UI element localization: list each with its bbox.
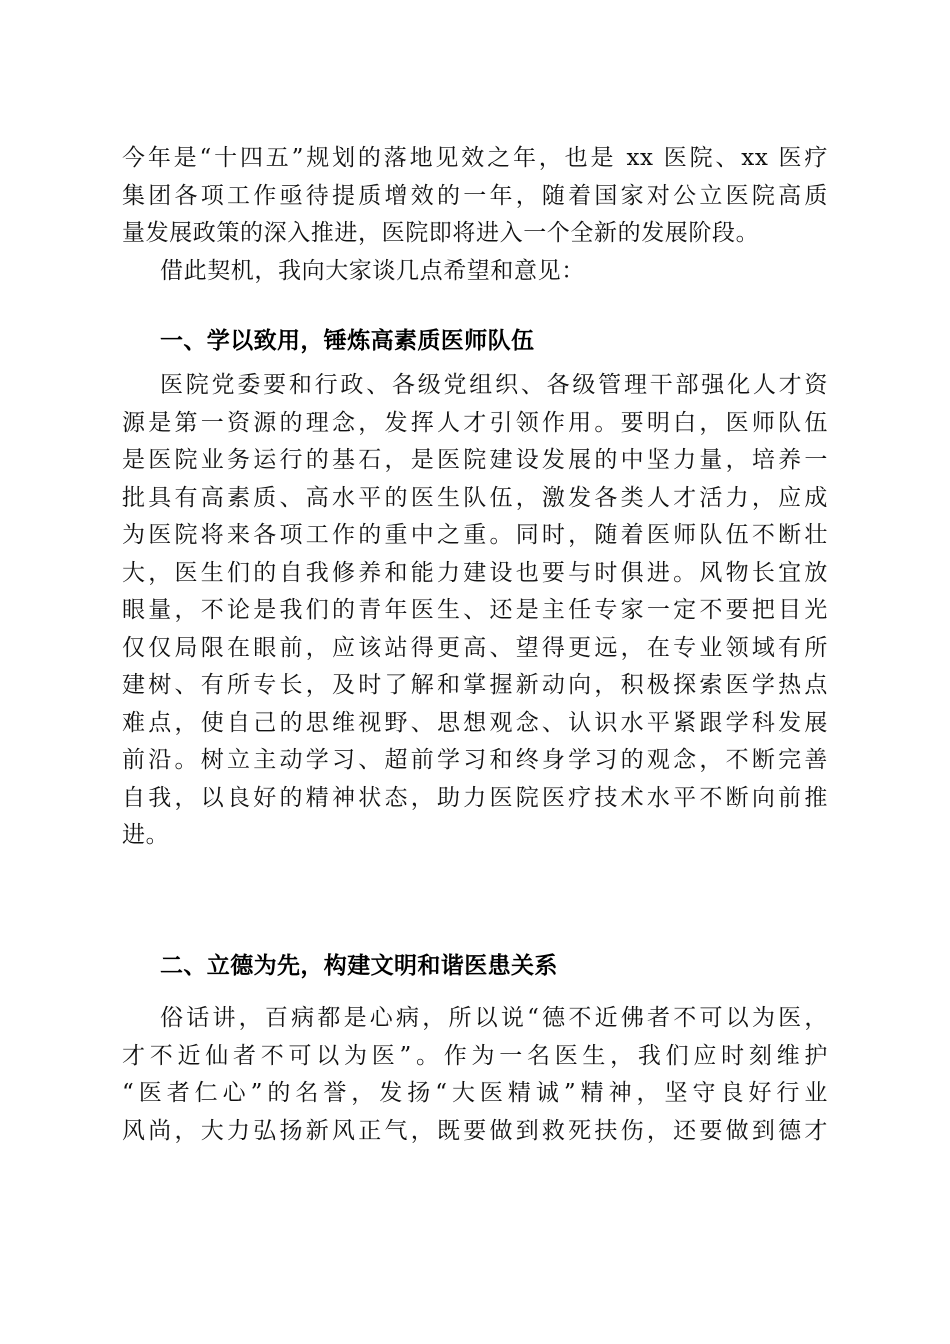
heading-text: 一、学以致用，锤炼高素质医师队伍 — [160, 328, 535, 354]
paragraph-section-2 — [122, 1000, 828, 1150]
text-line: 自我，以良好的精神状态，助力医院医疗技术水平不断向前推 — [122, 784, 828, 811]
paragraph-opportunity — [122, 253, 828, 291]
text-line: 进。 — [122, 822, 170, 848]
paragraph-section-1 — [122, 367, 828, 855]
text-line: “医者仁心”的名誉，发扬“大医精诚”精神，坚守良好行业 — [122, 1080, 828, 1106]
paragraph-intro — [122, 140, 828, 253]
text-line: 今年是“十四五”规划的落地见效之年，也是 xx 医院、xx 医疗 — [122, 145, 828, 171]
text-line: 前沿。树立主动学习、超前学习和终身学习的观念，不断完善 — [122, 747, 828, 773]
text-line: 俗话讲，百病都是心病，所以说“德不近佛者不可以为医， — [160, 1005, 828, 1031]
text-line: 难点，使自己的思维视野、思想观念、认识水平紧跟学科发展 — [122, 709, 828, 736]
section-heading-2 — [122, 948, 828, 986]
text-line: 量发展政策的深入推进，医院即将进入一个全新的发展阶段。 — [122, 220, 760, 246]
text-line: 是医院业务运行的基石，是医院建设发展的中坚力量，培养一 — [122, 447, 828, 473]
text-line: 建树、有所专长，及时了解和掌握新动向，积极探索医学热点 — [122, 672, 828, 698]
text-line: 风尚，大力弘扬新风正气，既要做到救死扶伤，还要做到德才 — [122, 1117, 828, 1144]
heading-text: 二、立德为先，构建文明和谐医患关系 — [160, 953, 558, 979]
text-line: 源是第一资源的理念，发挥人才引领作用。要明白，医师队伍 — [122, 409, 828, 436]
text-line: 集团各项工作亟待提质增效的一年，随着国家对公立医院高质 — [122, 182, 828, 209]
text-line: 医院党委要和行政、各级党组织、各级管理干部强化人才资 — [160, 372, 828, 398]
text-line: 仅仅局限在眼前，应该站得更高、望得更远，在专业领域有所 — [122, 634, 828, 661]
text-line: 才不近仙者不可以为医”。作为一名医生，我们应时刻维护 — [122, 1042, 828, 1069]
text-line: 大，医生们的自我修养和能力建设也要与时俱进。风物长宜放 — [122, 559, 828, 586]
section-heading-1 — [122, 323, 828, 361]
text-line: 借此契机，我向大家谈几点希望和意见： — [160, 258, 585, 284]
text-line: 眼量，不论是我们的青年医生、还是主任专家一定不要把目光 — [122, 597, 828, 623]
text-line: 为医院将来各项工作的重中之重。同时，随着医师队伍不断壮 — [122, 522, 828, 548]
text-line: 批具有高素质、高水平的医生队伍，激发各类人才活力，应成 — [122, 484, 828, 511]
